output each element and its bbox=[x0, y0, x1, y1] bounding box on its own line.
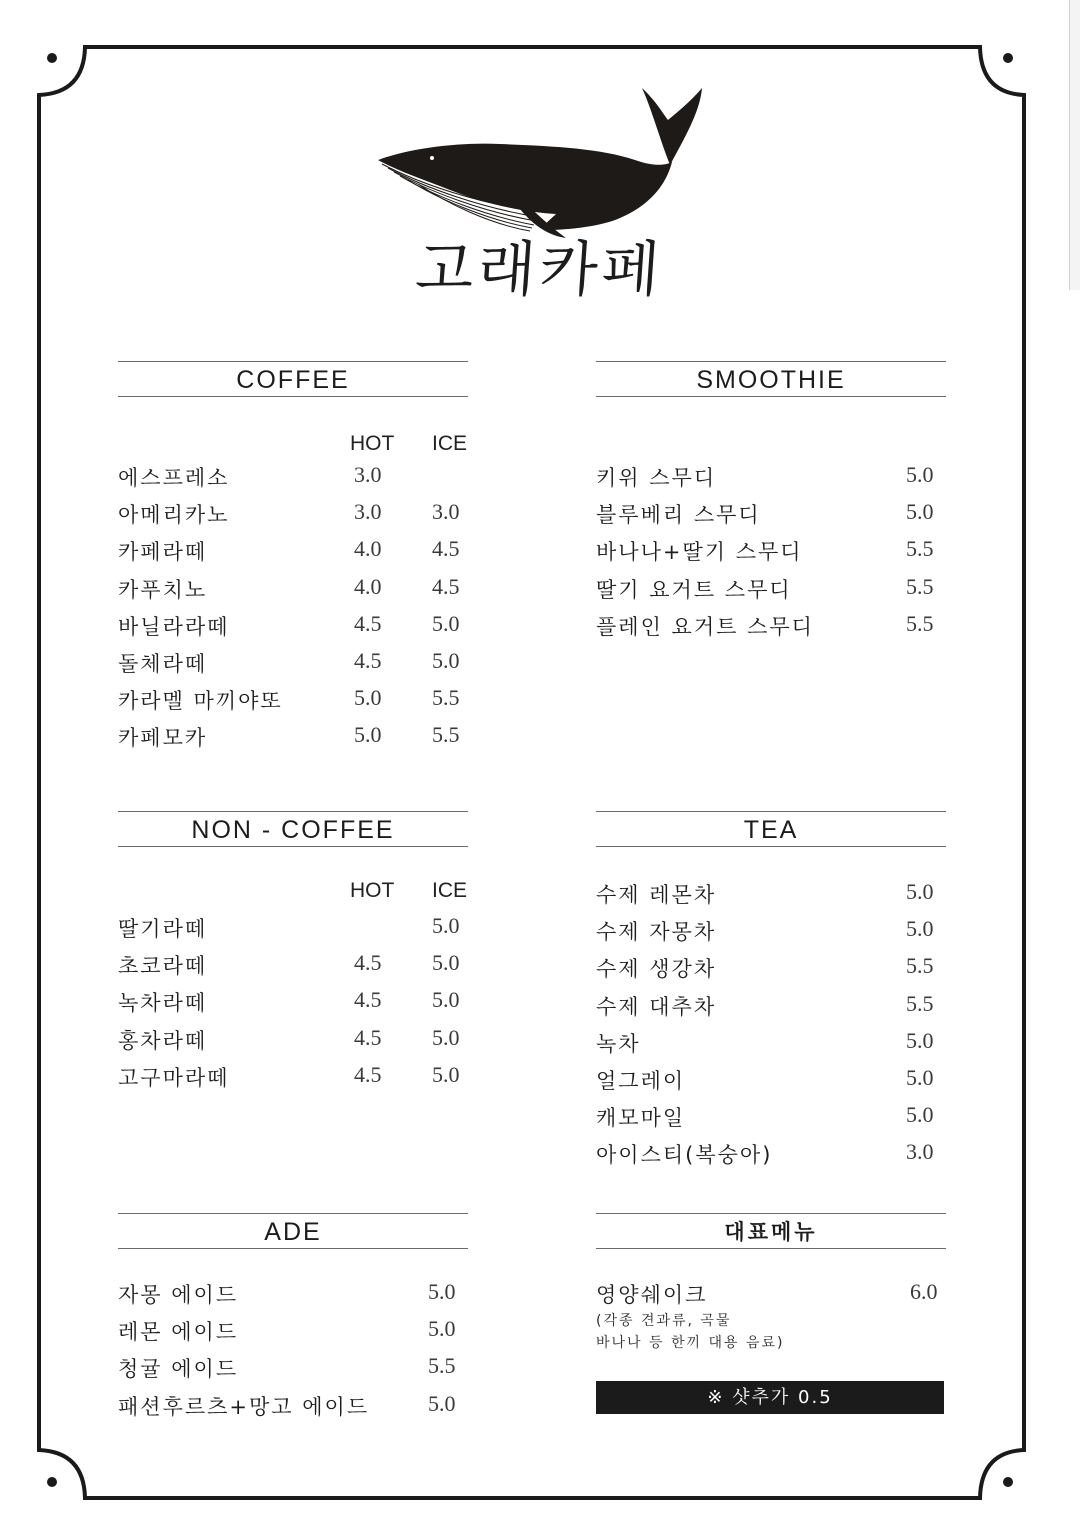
smoothie-section bbox=[596, 361, 946, 397]
tea-section-title: TEA bbox=[596, 811, 946, 847]
non-coffee-column-headers bbox=[118, 879, 468, 909]
coffee-item-row bbox=[118, 722, 468, 759]
tea-item-row bbox=[596, 916, 946, 953]
non-coffee-col-hot: HOT bbox=[350, 879, 395, 902]
coffee-item-ice-price: 5.5 bbox=[432, 722, 460, 748]
tea-item-name: 수제 자몽차 bbox=[596, 920, 717, 945]
coffee-col-hot: HOT bbox=[350, 432, 395, 455]
non-coffee-item-hot-price: 4.5 bbox=[354, 1024, 382, 1050]
tea-item-row bbox=[596, 1102, 946, 1139]
tea-item-price: 5.0 bbox=[906, 879, 934, 904]
coffee-item-hot-price: 3.0 bbox=[354, 462, 382, 487]
ade-item-name: 청귤 에이드 bbox=[118, 1357, 239, 1382]
signature-item-name: 영양쉐이크 bbox=[596, 1283, 708, 1307]
tea-item-name: 얼그레이 bbox=[596, 1069, 686, 1093]
ade-item-name: 레몬 에이드 bbox=[118, 1320, 239, 1345]
signature-item-note bbox=[596, 1310, 785, 1354]
coffee-section-title: COFFEE bbox=[118, 361, 468, 397]
coffee-item-name: 아메리카노 bbox=[118, 503, 230, 528]
coffee-item-hot-price: 4.0 bbox=[354, 573, 382, 599]
ade-item-price: 5.5 bbox=[428, 1353, 456, 1379]
coffee-item-row bbox=[118, 536, 468, 573]
coffee-section bbox=[118, 361, 468, 397]
tea-item-name: 캐모마일 bbox=[596, 1106, 686, 1131]
tea-item-name: 수제 생강차 bbox=[596, 957, 717, 982]
tea-item-price: 5.5 bbox=[906, 990, 934, 1016]
tea-item-price: 5.0 bbox=[906, 916, 934, 942]
tea-item-price: 5.0 bbox=[906, 1065, 934, 1090]
corner-dot-top-left bbox=[47, 53, 57, 63]
smoothie-item-name: 딸기 요거트 스무디 bbox=[596, 577, 792, 602]
non-coffee-item-name: 녹차라떼 bbox=[118, 991, 208, 1016]
signature-note-line-2: 바나나 등 한끼 대용 음료) bbox=[596, 1335, 785, 1351]
coffee-item-row bbox=[118, 462, 468, 499]
coffee-item-row bbox=[118, 648, 468, 685]
coffee-item-ice-price: 4.5 bbox=[432, 573, 460, 599]
coffee-item-ice-price: 3.0 bbox=[432, 499, 460, 525]
ade-item-row bbox=[118, 1391, 468, 1428]
ade-item-price: 5.0 bbox=[428, 1390, 456, 1416]
coffee-item-ice-price: 5.0 bbox=[432, 648, 460, 673]
scrollbar[interactable] bbox=[1069, 0, 1080, 290]
corner-dot-bottom-right bbox=[1003, 1477, 1013, 1487]
smoothie-item-price: 5.5 bbox=[906, 610, 934, 636]
tea-item-row bbox=[596, 991, 946, 1028]
tea-item-row bbox=[596, 1028, 946, 1065]
coffee-item-name: 카라멜 마끼야또 bbox=[118, 689, 283, 714]
tea-item-name: 수제 대추차 bbox=[596, 994, 717, 1019]
tea-item-price: 5.0 bbox=[906, 1027, 934, 1053]
coffee-item-hot-price: 5.0 bbox=[354, 722, 382, 748]
coffee-item-hot-price: 5.0 bbox=[354, 685, 382, 711]
non-coffee-section bbox=[118, 811, 468, 847]
smoothie-item-row bbox=[596, 574, 946, 611]
coffee-item-name: 카페모카 bbox=[118, 726, 208, 751]
tea-section bbox=[596, 811, 946, 847]
ade-section bbox=[118, 1213, 468, 1249]
non-coffee-item-ice-price: 5.0 bbox=[432, 1024, 460, 1050]
coffee-item-ice-price: 5.5 bbox=[432, 685, 460, 711]
signature-note-line-1: (각종 견과류, 곡물 bbox=[596, 1313, 732, 1329]
non-coffee-item-name: 고구마라떼 bbox=[118, 1065, 230, 1090]
non-coffee-item-row bbox=[118, 913, 468, 950]
smoothie-item-row bbox=[596, 611, 946, 648]
signature-section bbox=[596, 1213, 946, 1249]
coffee-item-name: 카푸치노 bbox=[118, 577, 208, 602]
tea-item-price: 3.0 bbox=[906, 1139, 934, 1165]
coffee-item-name: 카페라떼 bbox=[118, 540, 208, 565]
non-coffee-item-name: 초코라떼 bbox=[118, 954, 208, 979]
smoothie-item-price: 5.0 bbox=[906, 462, 934, 487]
smoothie-item-row bbox=[596, 462, 946, 499]
tea-item-name: 수제 레몬차 bbox=[596, 883, 717, 907]
ade-item-row bbox=[118, 1353, 468, 1390]
non-coffee-item-row bbox=[118, 1062, 468, 1099]
tea-item-name: 아이스티(복숭아) bbox=[596, 1143, 773, 1168]
smoothie-section-title: SMOOTHIE bbox=[596, 361, 946, 397]
coffee-item-row bbox=[118, 499, 468, 536]
smoothie-item-row bbox=[596, 499, 946, 536]
smoothie-item-name: 플레인 요거트 스무디 bbox=[596, 614, 814, 639]
non-coffee-item-hot-price: 4.5 bbox=[354, 1061, 382, 1087]
coffee-item-name: 바닐라라떼 bbox=[118, 614, 230, 639]
smoothie-item-name: 바나나+딸기 스무디 bbox=[596, 540, 803, 565]
non-coffee-item-ice-price: 5.0 bbox=[432, 1061, 460, 1087]
tea-item-name: 녹차 bbox=[596, 1031, 641, 1056]
smoothie-item-name: 키위 스무디 bbox=[596, 466, 717, 490]
tea-item-row bbox=[596, 1065, 946, 1102]
non-coffee-item-ice-price: 5.0 bbox=[432, 987, 460, 1013]
tea-item-price: 5.0 bbox=[906, 1102, 934, 1128]
ade-item-name: 자몽 에이드 bbox=[118, 1283, 239, 1307]
smoothie-item-name: 블루베리 스무디 bbox=[596, 503, 761, 528]
signature-section-title: 대표메뉴 bbox=[596, 1213, 946, 1249]
coffee-item-hot-price: 3.0 bbox=[354, 499, 382, 525]
smoothie-item-price: 5.5 bbox=[906, 573, 934, 599]
non-coffee-item-row bbox=[118, 950, 468, 987]
non-coffee-item-ice-price: 5.0 bbox=[432, 950, 460, 976]
tea-item-price: 5.5 bbox=[906, 953, 934, 979]
tea-item-row bbox=[596, 1139, 946, 1176]
non-coffee-item-row bbox=[118, 987, 468, 1024]
smoothie-item-price: 5.5 bbox=[906, 536, 934, 562]
coffee-item-ice-price: 4.5 bbox=[432, 536, 460, 562]
coffee-item-ice-price: 5.0 bbox=[432, 610, 460, 636]
smoothie-item-price: 5.0 bbox=[906, 499, 934, 525]
coffee-item-hot-price: 4.0 bbox=[354, 536, 382, 562]
non-coffee-section-title: NON - COFFEE bbox=[118, 811, 468, 847]
coffee-item-row bbox=[118, 611, 468, 648]
coffee-item-hot-price: 4.5 bbox=[354, 648, 382, 673]
ade-item-name: 패션후르츠+망고 에이드 bbox=[118, 1394, 370, 1419]
signature-item-price: 6.0 bbox=[910, 1279, 938, 1304]
coffee-item-hot-price: 4.5 bbox=[354, 610, 382, 636]
coffee-item-name: 돌체라떼 bbox=[118, 652, 208, 676]
corner-dot-top-right bbox=[1003, 53, 1013, 63]
coffee-item-row bbox=[118, 574, 468, 611]
ade-item-price: 5.0 bbox=[428, 1316, 456, 1342]
non-coffee-item-hot-price: 4.5 bbox=[354, 987, 382, 1013]
ade-item-row bbox=[118, 1316, 468, 1353]
brand-name: 고래카페 bbox=[413, 235, 667, 305]
ade-item-price: 5.0 bbox=[428, 1279, 456, 1304]
ade-section-title: ADE bbox=[118, 1213, 468, 1249]
coffee-col-ice: ICE bbox=[432, 432, 468, 455]
corner-dot-bottom-left bbox=[47, 1477, 57, 1487]
coffee-item-name: 에스프레소 bbox=[118, 466, 230, 490]
non-coffee-item-ice-price: 5.0 bbox=[432, 913, 460, 938]
extra-shot-banner: ※ 샷추가 0.5 bbox=[596, 1381, 944, 1414]
smoothie-item-row bbox=[596, 536, 946, 573]
ade-item-row bbox=[118, 1279, 468, 1316]
non-coffee-item-name: 홍차라떼 bbox=[118, 1028, 208, 1053]
tea-item-row bbox=[596, 953, 946, 990]
non-coffee-item-hot-price: 4.5 bbox=[354, 950, 382, 976]
non-coffee-col-ice: ICE bbox=[432, 879, 468, 902]
coffee-column-headers bbox=[118, 432, 468, 462]
tea-item-row bbox=[596, 879, 946, 916]
coffee-item-row bbox=[118, 685, 468, 722]
non-coffee-item-row bbox=[118, 1025, 468, 1062]
non-coffee-item-name: 딸기라떼 bbox=[118, 917, 208, 941]
